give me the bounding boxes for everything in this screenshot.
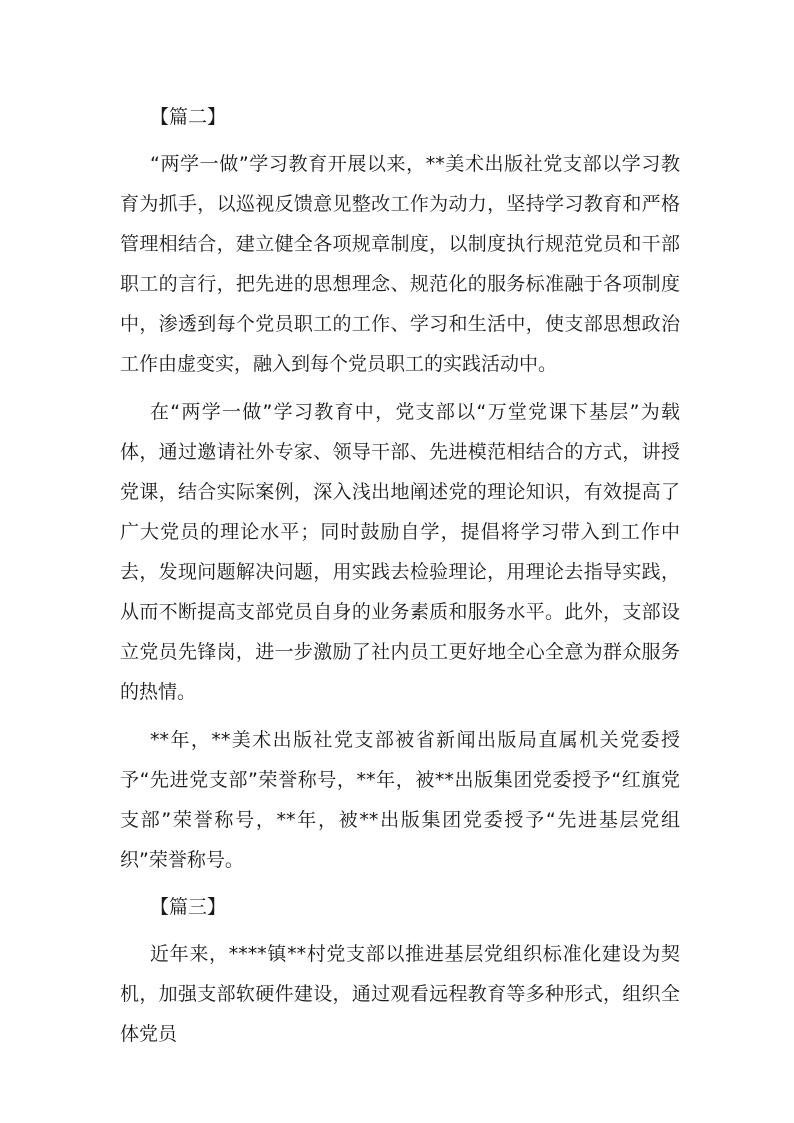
document-page — [120, 98, 680, 1062]
paragraph-3: **年，**美术出版社党支部被省新闻出版局直属机关党委授予“先进党支部”荣誉称号，**年，被**出版集团党委授予“红旗党支部”荣誉称号，**年，被**出版集团党委授予“先进基层党组织”荣誉称号。 — [120, 729, 680, 871]
section-heading-2: 【篇二】 — [150, 106, 227, 128]
paragraph-2: 在“两学一做”学习教育中，党支部以“万堂党课下基层”为载体，通过邀请社外专家、领导干部、先进模范相结合的方式，讲授党课，结合实际案例，深入浅出地阐述党的理论知识，有效提高了广大党员的理论水平；同时鼓励自学，提倡将学习带入到工作中去，发现问题解决问题，用实践去检验理论，用理论去指导实践，从而不断提高支部党员自身的业务素质和服务水平。此外，支部设立党员先锋岗，进一步激励了社内员工更好地全心全意为群众服务的热情。 — [120, 401, 680, 703]
paragraph-1: “两学一做”学习教育开展以来，**美术出版社党支部以学习教育为抓手，以巡视反馈意见整改工作为动力，坚持学习教育和严格管理相结合，建立健全各项规章制度，以制度执行规范党员和干部职工的言行，把先进的思想理念、规范化的服务标准融于各项制度中，渗透到每个党员职工的工作、学习和生活中，使支部思想政治工作由虚变实，融入到每个党员职工的实践活动中。 — [120, 153, 680, 375]
paragraph-4: 近年来，****镇**村党支部以推进基层党组织标准化建设为契机，加强支部软硬件建设，通过观看远程教育等多种形式，组织全体党员 — [120, 943, 680, 1045]
section-heading-3: 【篇三】 — [150, 896, 227, 918]
